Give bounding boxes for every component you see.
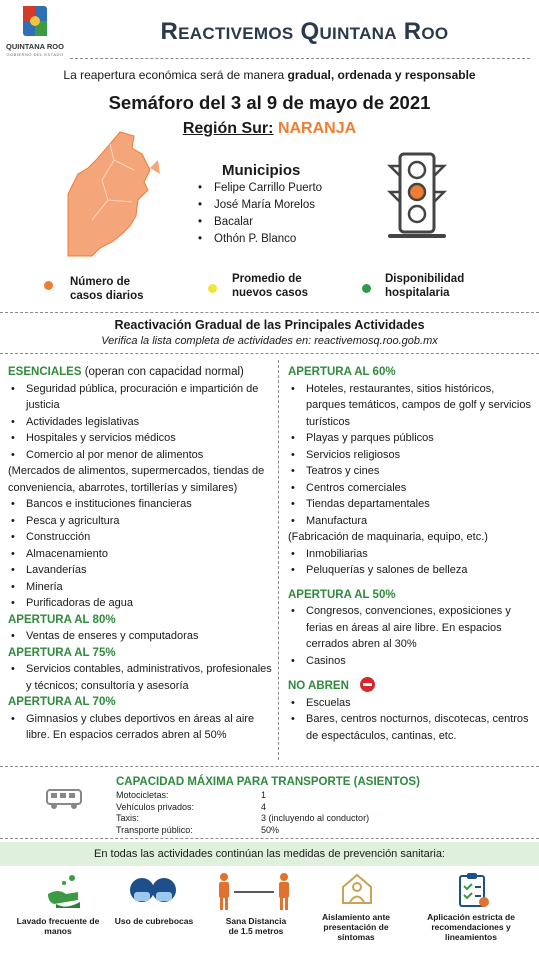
- section-subdivider: [0, 353, 539, 354]
- transport-row-private: [116, 802, 436, 814]
- logo-name: QUINTANA ROO: [6, 42, 64, 51]
- prevention-caption-isolation: [306, 912, 406, 942]
- list-item: • Bares, centros nocturnos, discotecas, centros de espectáculos, cantinas, etc.: [288, 711, 534, 744]
- apertura-80-heading: APERTURA AL 80%: [8, 613, 116, 626]
- list-item: • Teatros y cines: [288, 463, 534, 480]
- apertura-50-list: [288, 603, 534, 669]
- transport-row-taxi: [116, 813, 436, 825]
- distance-icon: [214, 872, 294, 912]
- region-map: [62, 130, 172, 260]
- esenciales-note: (operan con capacidad normal): [81, 366, 244, 378]
- esenciales-heading: [8, 364, 274, 381]
- mask-icon: [128, 874, 178, 910]
- list-item: • Manufactura: [288, 513, 534, 530]
- checklist-icon: [456, 872, 490, 908]
- list-item: • Playas y parques públicos: [288, 430, 534, 447]
- traffic-light-icon: [386, 150, 448, 242]
- apertura-80-list: [8, 628, 274, 645]
- list-item: • Ventas de enseres y computadoras: [8, 628, 274, 645]
- list-item: • Bancos e instituciones financieras: [8, 496, 274, 513]
- caption-line: manos: [44, 926, 72, 936]
- bus-icon: [46, 788, 82, 810]
- apertura-60-list-2: [288, 546, 534, 579]
- prevention-banner: En todas las actividades continúan las medidas de prevención sanitaria:: [0, 842, 539, 866]
- caption-line: Aislamiento ante: [321, 912, 391, 922]
- indicator-dot-orange: [44, 281, 53, 290]
- municipios-title: Municipios: [222, 162, 301, 179]
- intro-bold: gradual, ordenada y responsable: [287, 68, 476, 82]
- page-title: Reactivemos Quintana Roo: [160, 18, 449, 45]
- prevention-caption-distance: [206, 916, 306, 936]
- apertura-75-list: [8, 661, 274, 694]
- indicator-label: Promedio de: [232, 273, 302, 285]
- esenciales-list: [8, 381, 274, 464]
- apertura-60-heading: APERTURA AL 60%: [288, 366, 396, 378]
- intro-text: [0, 68, 539, 82]
- transport-divider: [0, 766, 539, 767]
- apertura-60-list: [288, 381, 534, 530]
- prevention-caption-mask: [104, 916, 204, 926]
- transport-label: Taxis:: [116, 813, 140, 823]
- semaforo-title: Semáforo del 3 al 9 de mayo de 2021: [108, 92, 431, 113]
- prevention-caption-handwash: [8, 916, 108, 936]
- list-item: • Inmobiliarias: [288, 546, 534, 563]
- list-item: • Gimnasios y clubes deportivos en áreas al aire libre. En espacios cerrados abren al 50%: [8, 711, 274, 744]
- header-divider: [70, 58, 530, 59]
- apertura-70-list: [8, 711, 274, 744]
- list-item: • Servicios religiosos: [288, 447, 534, 464]
- list-item: • Servicios contables, administrativos, profesionales y técnicos; consultoría y asesoría: [8, 661, 274, 694]
- indicator-hospital: [385, 272, 464, 300]
- caption-line: Uso de cubrebocas: [114, 916, 194, 926]
- handwash-icon: [44, 874, 84, 910]
- transport-row-moto: [116, 790, 436, 802]
- transport-label: Transporte público:: [116, 824, 193, 835]
- esenciales-note-food: (Mercados de alimentos, supermercados, tiendas de conveniencia, abarrotes, tortillerías y similares): [8, 465, 265, 494]
- transport-row: [116, 790, 436, 836]
- column-divider: [278, 360, 279, 760]
- transport-title: CAPACIDAD MÁXIMA PARA TRANSPORTE (ASIENTOS): [116, 776, 420, 788]
- apertura-50-heading: APERTURA AL 50%: [288, 588, 396, 601]
- indicator-label: Número de: [70, 276, 131, 288]
- list-item: • Seguridad pública, procuración e impartición de justicia: [8, 381, 274, 414]
- right-column: [288, 364, 534, 744]
- indicator-dot-green: [362, 284, 371, 293]
- list-item: • Lavanderías: [8, 562, 274, 579]
- list-item: • Felipe Carrillo Puerto: [198, 180, 322, 197]
- transport-value: 50%: [261, 824, 280, 835]
- caption-line: Lavado frecuente de: [16, 916, 100, 926]
- transport-row-public: [116, 825, 436, 837]
- list-item: • Othón P. Blanco: [198, 231, 322, 248]
- list-item: • Almacenamiento: [8, 546, 274, 563]
- list-item: • Congresos, convenciones, exposiciones y ferias en áreas al aire libre. En espacios cerrados abren al 30%: [288, 603, 534, 653]
- region-label: Región Sur:: [182, 120, 274, 137]
- apertura-70-heading: APERTURA AL 70%: [8, 696, 116, 708]
- list-item: • Comercio al por menor de alimentos: [8, 447, 274, 464]
- list-item: • Peluquerías y salones de belleza: [288, 562, 534, 579]
- indicator-dot-yellow: [208, 284, 217, 293]
- indicator-new-cases: [232, 272, 308, 300]
- caption-line: Sana Distancia: [225, 916, 287, 926]
- apertura-75-heading: APERTURA AL 75%: [8, 646, 116, 659]
- no-abren-title: NO ABREN: [288, 680, 349, 692]
- intro-prefix: La reapertura económica será de manera: [63, 68, 288, 82]
- section-title: Reactivación Gradual de las Principales Actividades: [114, 318, 425, 332]
- quintana-roo-logo: [4, 4, 66, 62]
- no-abren-heading: [288, 677, 534, 695]
- manufactura-note: (Fabricación de maquinaria, equipo, etc.): [288, 531, 488, 543]
- indicator-label: Disponibilidad: [385, 273, 465, 285]
- transport-value: 3 (incluyendo al conductor): [261, 813, 370, 823]
- caption-line: recomendaciones y: [431, 922, 511, 932]
- prevention-divider: [0, 838, 539, 839]
- section-subtitle: Verifica la lista completa de actividades en: reactivemosq.roo.gob.mx: [101, 335, 438, 347]
- esenciales-list-2: [8, 496, 274, 612]
- region-color: NARANJA: [277, 120, 357, 137]
- indicator-label: hospitalaria: [385, 287, 450, 299]
- list-item: • José María Morelos: [198, 197, 322, 214]
- list-item: • Construcción: [8, 529, 274, 546]
- transport-label: Vehículos privados:: [116, 801, 195, 812]
- indicator-label: casos diarios: [70, 290, 144, 302]
- left-column: [8, 364, 274, 744]
- indicator-cases: [70, 275, 144, 303]
- list-item: • Escuelas: [288, 695, 534, 712]
- transport-value: 4: [261, 801, 267, 812]
- list-item: • Pesca y agricultura: [8, 513, 274, 530]
- list-item: • Hoteles, restaurantes, sitios históricos, parques temáticos, campos de golf y servicios turísticos: [288, 381, 534, 431]
- municipios-list: [198, 180, 322, 248]
- list-item: • Purificadoras de agua: [8, 595, 274, 612]
- list-item: • Bacalar: [198, 214, 322, 231]
- section-divider: [0, 312, 539, 313]
- transport-label: Motocicletas:: [116, 790, 169, 800]
- caption-line: síntomas: [337, 932, 375, 942]
- esenciales-title: ESENCIALES: [8, 366, 82, 378]
- prohibited-icon: [360, 677, 375, 692]
- list-item: • Tiendas departamentales: [288, 496, 534, 513]
- caption-line: de 1.5 metros: [228, 926, 284, 936]
- list-item: • Casinos: [288, 653, 534, 670]
- list-item: • Minería: [8, 579, 274, 596]
- list-item: • Actividades legislativas: [8, 414, 274, 431]
- caption-line: presentación de: [323, 922, 389, 932]
- indicator-label: nuevos casos: [232, 287, 309, 299]
- list-item: • Hospitales y servicios médicos: [8, 430, 274, 447]
- logo-tagline: GOBIERNO DEL ESTADO: [6, 52, 64, 57]
- caption-line: lineamientos: [445, 932, 497, 942]
- caption-line: Aplicación estricta de: [427, 912, 515, 922]
- prevention-caption-checklist: [412, 912, 530, 942]
- no-abren-list: [288, 695, 534, 745]
- list-item: • Centros comerciales: [288, 480, 534, 497]
- transport-value: 1: [261, 790, 267, 800]
- isolation-icon: [340, 872, 374, 906]
